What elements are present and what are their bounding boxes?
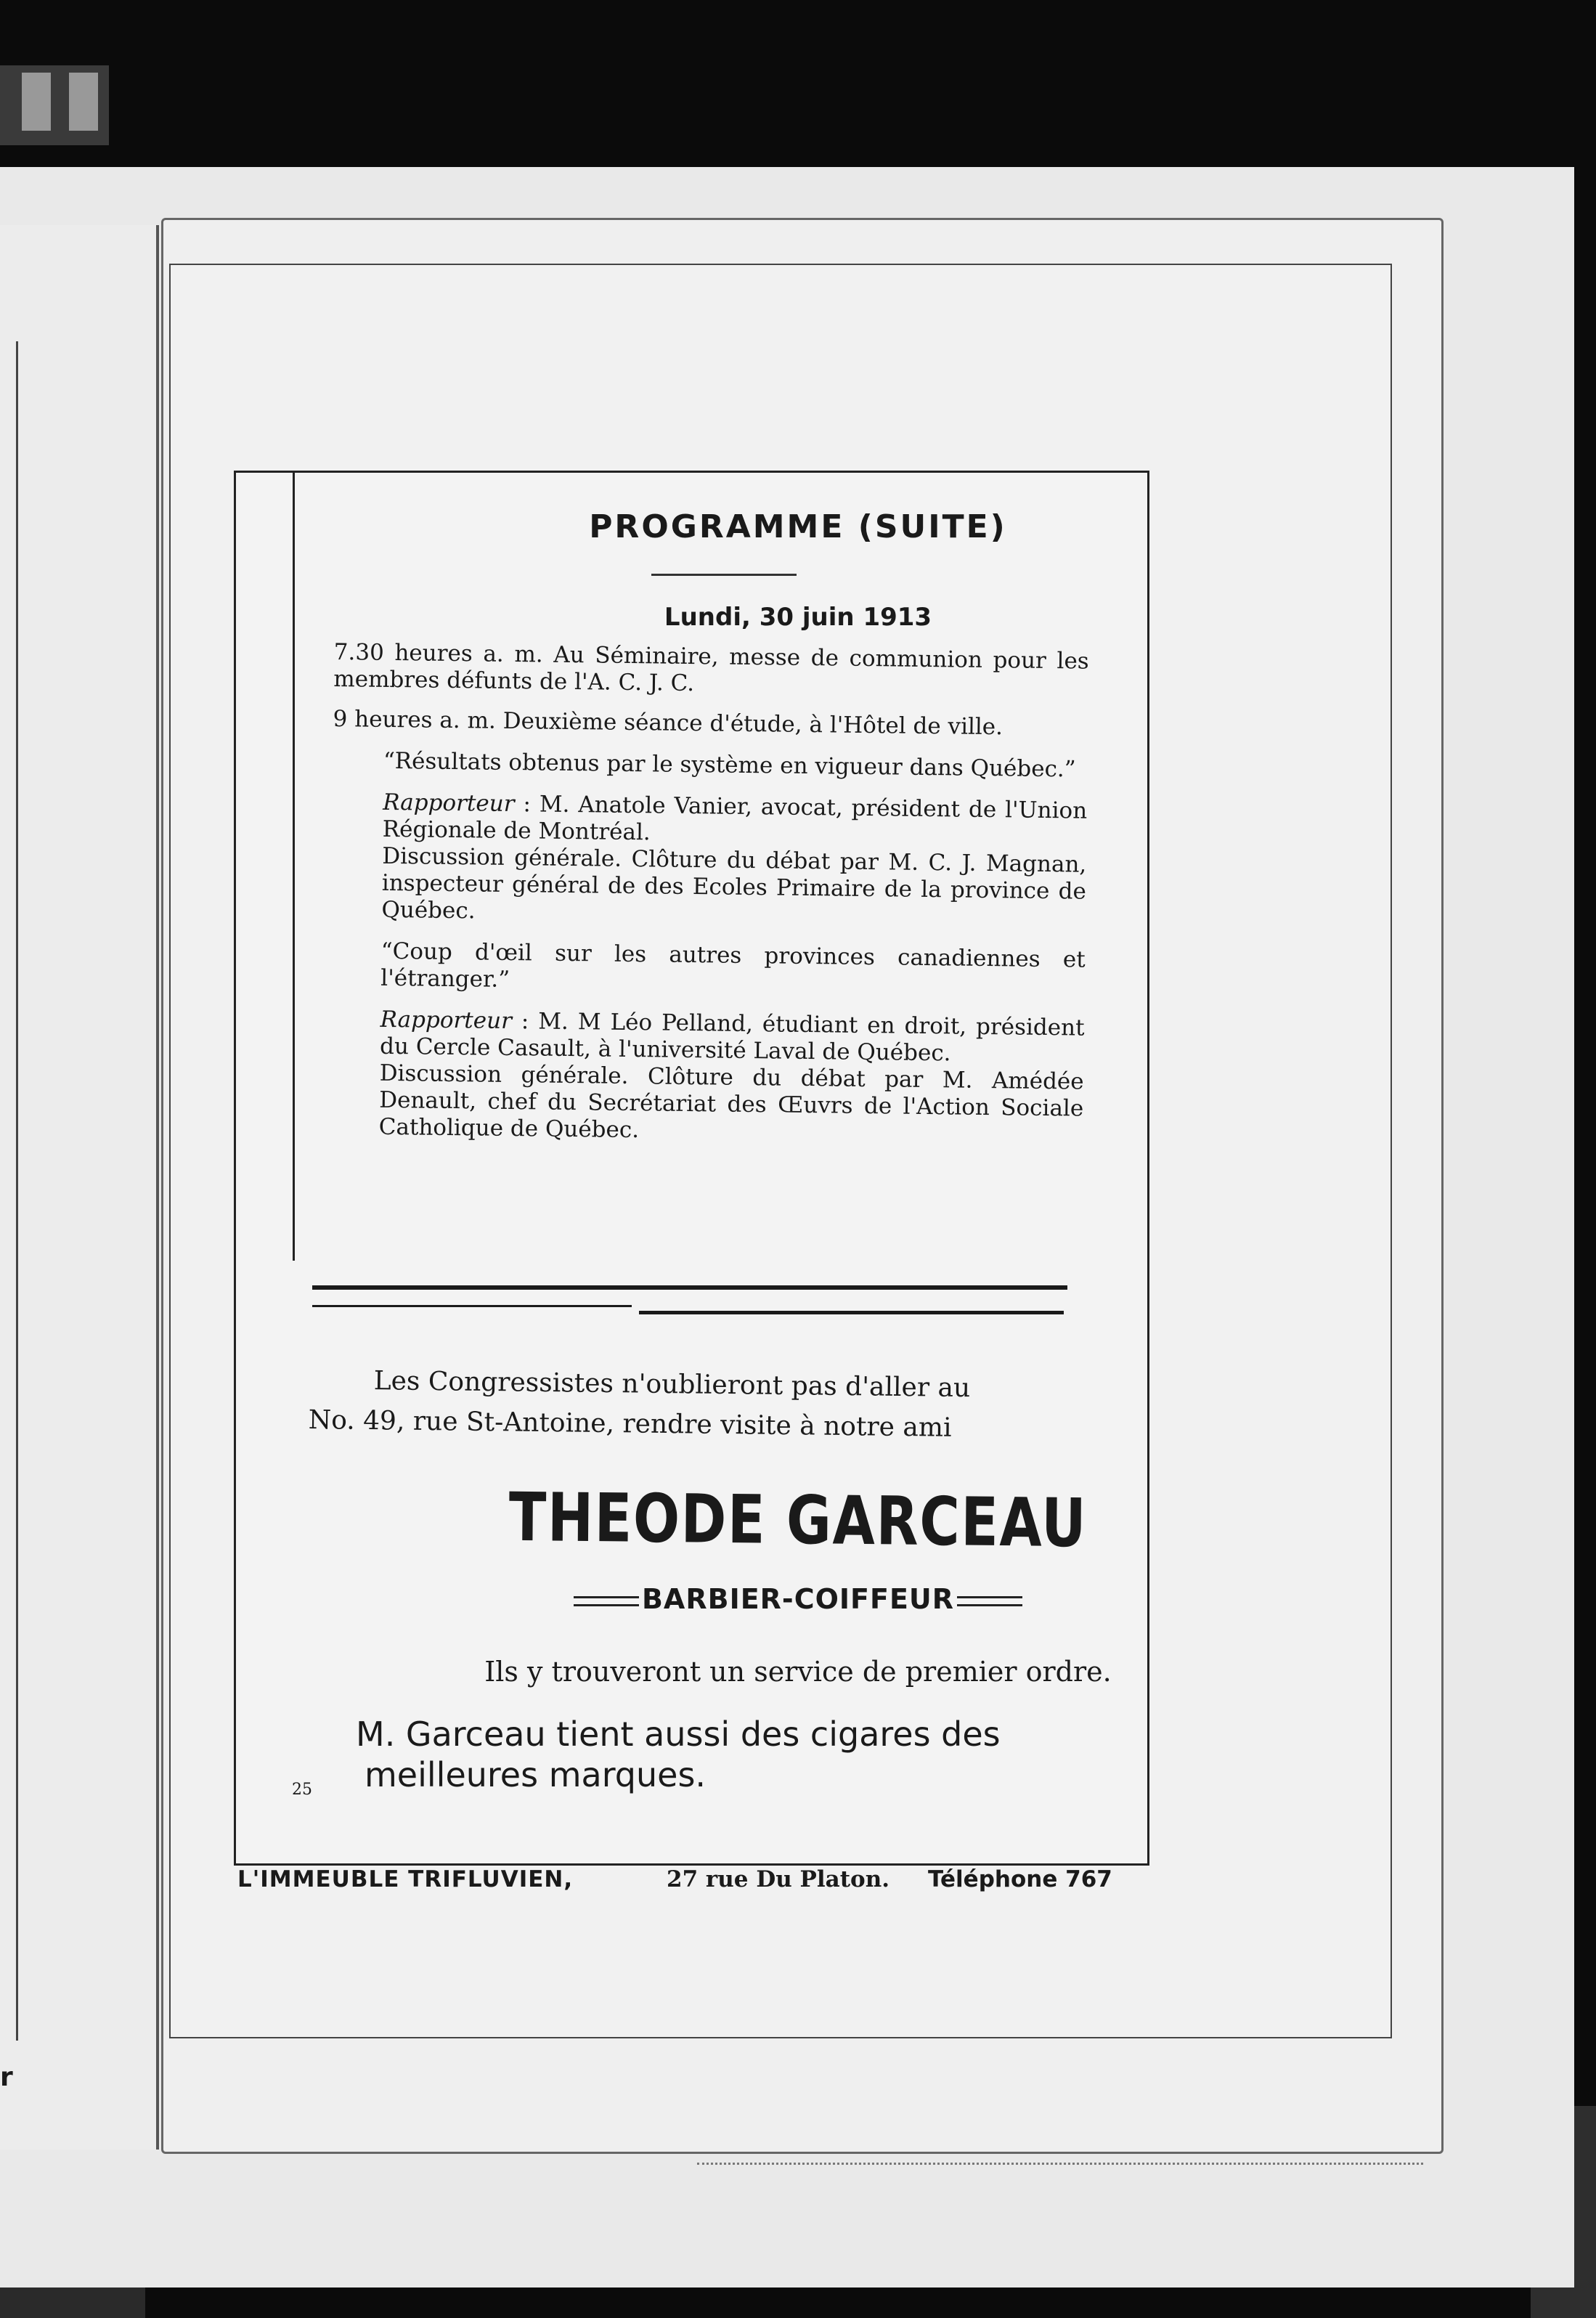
footer-address: 27 rue Du Platon. xyxy=(667,1866,890,1892)
programme-date: Lundi, 30 juin 1913 xyxy=(664,603,932,632)
programme-text xyxy=(327,639,1089,1164)
film-hole xyxy=(22,73,51,131)
programme-item: Rapporteur : M. Anatole Vanier, avocat, président de l'Union Régionale de Montréal. xyxy=(382,789,1088,846)
programme-item: Discussion générale. Clôture du débat par M. C. J. Magnan, inspecteur général de des Ecoles Primaire de la province de Québec. xyxy=(381,842,1087,924)
advertiser-name: THEODE GARCEAU xyxy=(508,1478,1088,1563)
ad-intro-line-1: Les Congressistes n'oublieront pas d'aller au xyxy=(373,1366,971,1404)
programme-title: PROGRAMME (SUITE) xyxy=(589,508,1007,545)
trade-label: BARBIER-COIFFEUR xyxy=(641,1583,955,1615)
rapporteur-text: M. M Léo Pelland, étudiant en droit, président du Cercle Casault, à l'université Laval de Québec. xyxy=(379,1008,1085,1067)
title-rule xyxy=(651,574,797,576)
cigares-text xyxy=(356,1714,1082,1795)
ad-intro-line-2: No. 49, rue St-Antoine, rendre visite à notre ami xyxy=(308,1405,952,1443)
page-edge-specks xyxy=(697,2157,1423,2165)
cigares-line-1: M. Garceau tient aussi des cigares des xyxy=(356,1715,1001,1754)
ornament-rule xyxy=(957,1596,1022,1606)
advertiser-trade xyxy=(0,1583,1596,1615)
rapporteur-text: M. Anatole Vanier, avocat, président de l'Union Régionale de Montréal. xyxy=(382,791,1088,846)
programme-item: Rapporteur : M. M Léo Pelland, étudiant en droit, président du Cercle Casault, à l'université Laval de Québec. xyxy=(379,1006,1085,1067)
programme-item: 9 heures a. m. Deuxième séance d'étude, à l'Hôtel de ville. xyxy=(333,705,1003,741)
programme-item: Discussion générale. Clôture du débat par M. Amédée Denault, chef du Secrétariat des Œuvrs de l'Action Sociale Catholique de Québec. xyxy=(378,1060,1084,1144)
page-number: 25 xyxy=(292,1781,312,1799)
programme-item: “Coup d'œil sur les autres provinces canadiennes et l'étranger.” xyxy=(380,938,1086,993)
separator-rule xyxy=(312,1305,632,1307)
separator-rule xyxy=(639,1311,1064,1314)
programme-item: “Résultats obtenus par le système en vigueur dans Québec.” xyxy=(383,747,1076,783)
programme-item: 7.30 heures a. m. Au Séminaire, messe de communion pour les membres défunts de l'A. C. J. C. xyxy=(333,639,1089,697)
rapporteur-label: Rapporteur xyxy=(383,789,515,818)
ornament-rule xyxy=(574,1596,639,1606)
film-strip-top xyxy=(0,65,109,145)
rapporteur-label: Rapporteur xyxy=(380,1006,513,1035)
left-page-border xyxy=(0,341,18,2041)
left-page-fragment: r xyxy=(0,2062,13,2092)
film-hole xyxy=(69,73,98,131)
separator-rule xyxy=(312,1285,1067,1290)
service-line: Ils y trouveront un service de premier ordre. xyxy=(484,1656,1112,1688)
footer-publisher: L'IMMEUBLE TRIFLUVIEN, xyxy=(237,1866,574,1892)
cigares-line-2: meilleures marques. xyxy=(365,1755,707,1794)
footer-phone: Téléphone 767 xyxy=(928,1866,1112,1892)
